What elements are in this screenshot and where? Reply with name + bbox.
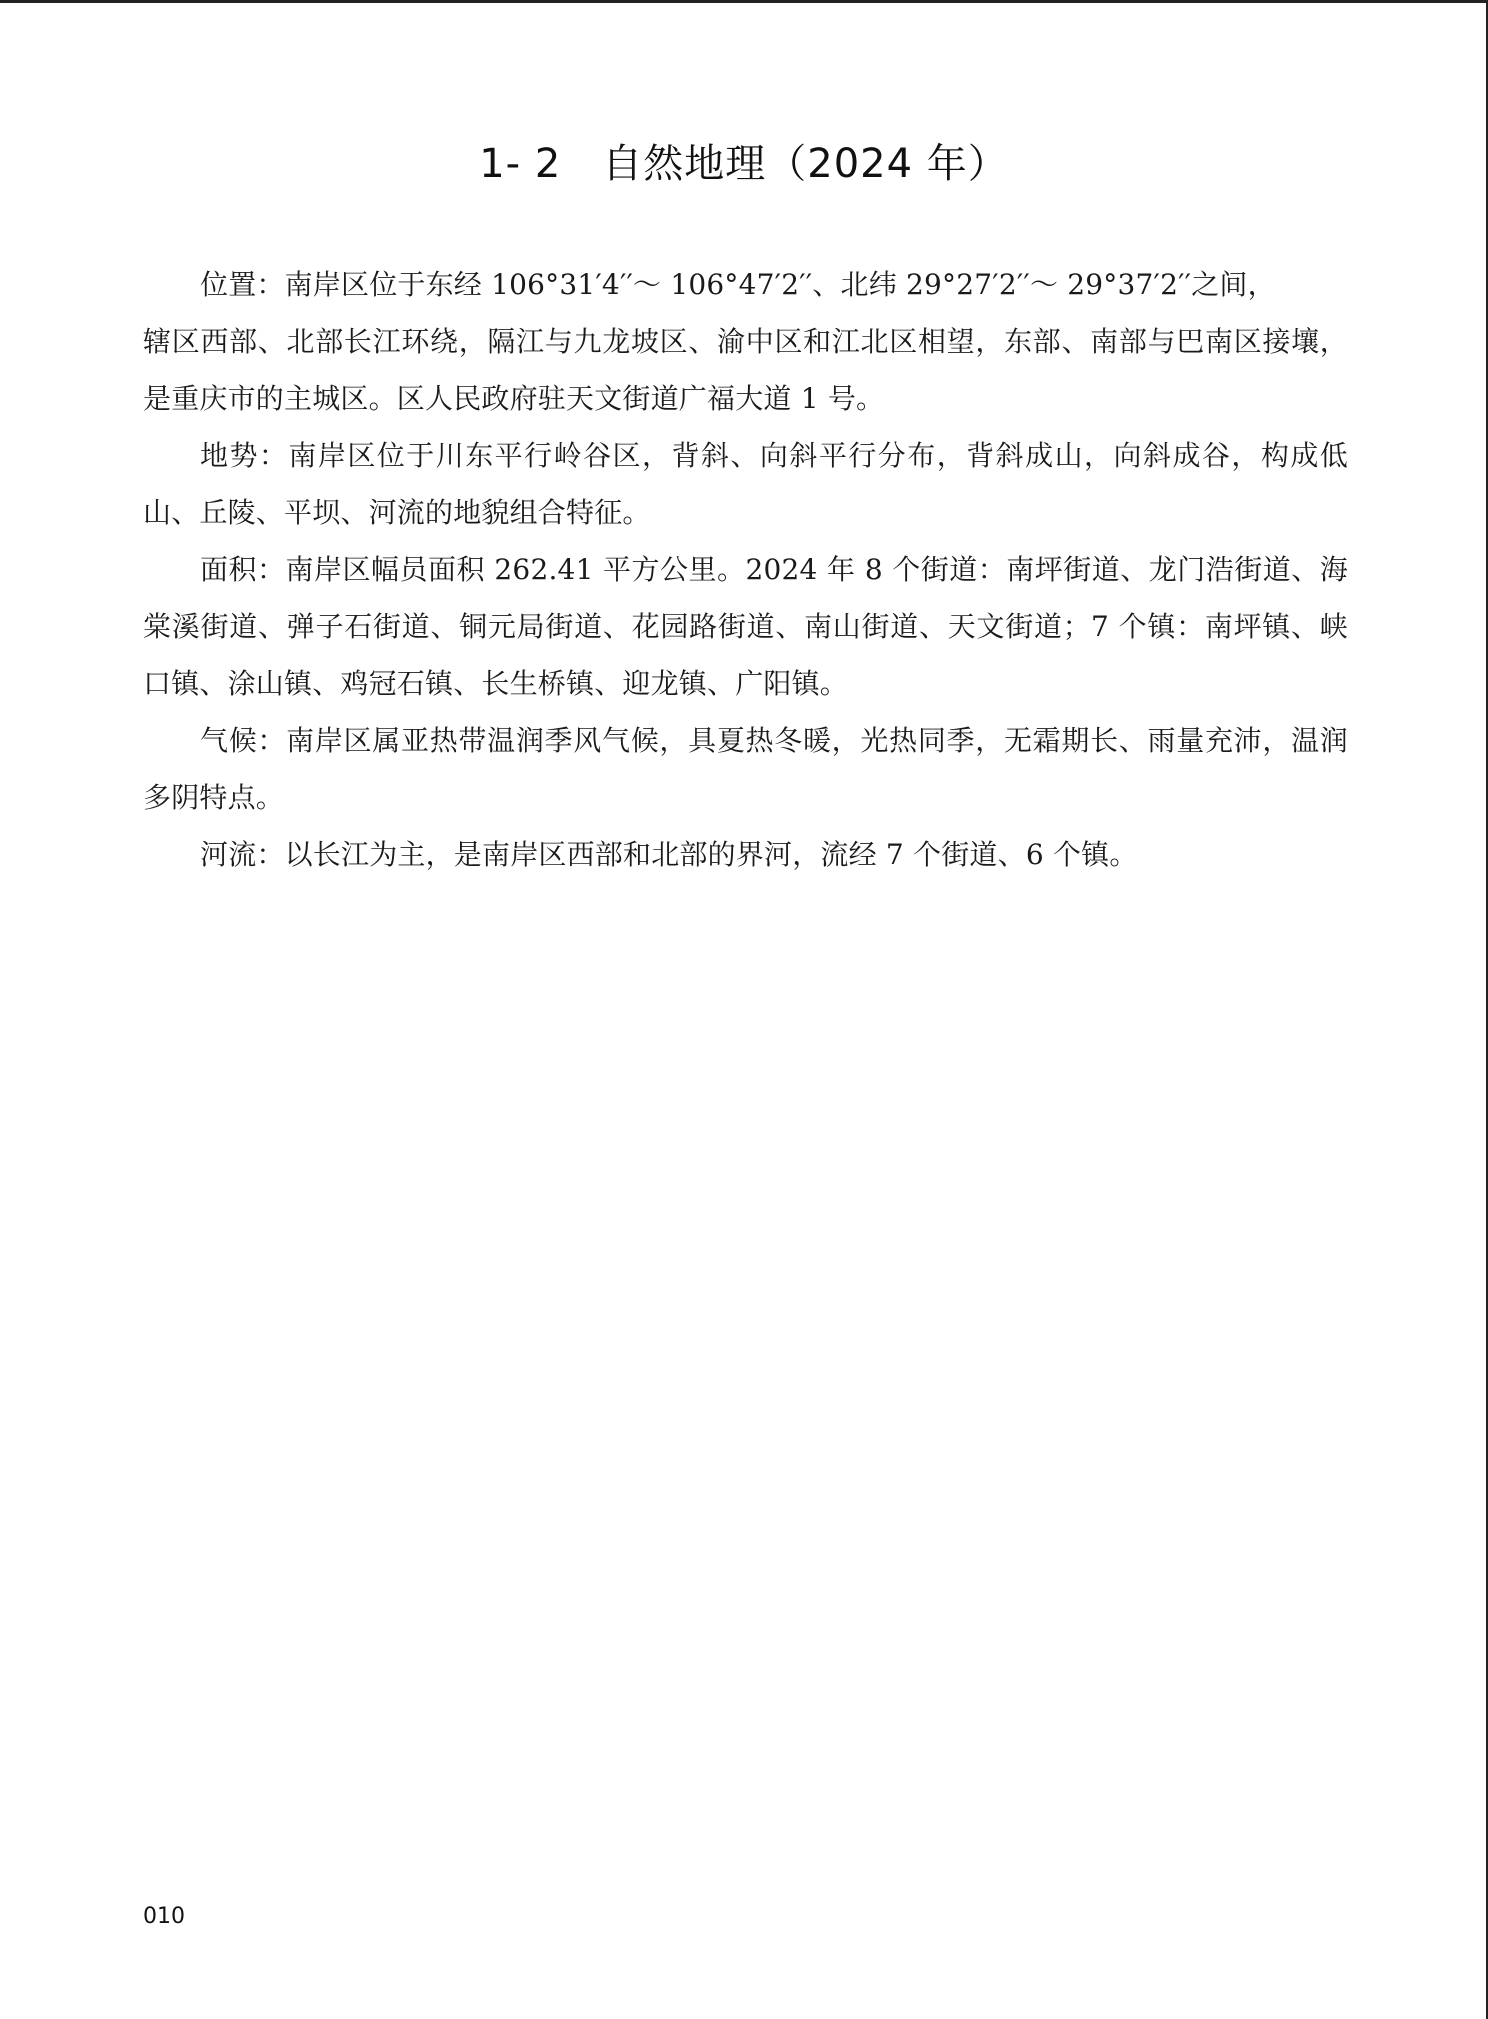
page-title: 1- 2 自然地理（2024 年） [479,141,1009,187]
top-border-line [0,0,1488,3]
paragraph-rivers: 河流：以长江为主，是南岸区西部和北部的界河，流经 7 个街道、6 个镇。 [200,838,1138,871]
paragraph-area: 面积：南岸区幅员面积 262.41 平方公里。2024 年 8 个街道：南坪街道、龙门浩街道、海棠溪街道、弹子石街道、铜元局街道、花园路街道、南山街道、天文街道；7 个镇：南坪镇、峡口镇、涂山镇、鸡冠石镇、长生桥镇、迎龙镇、广阳镇。 [143,553,1348,700]
document-body [143,256,1348,883]
page-number: 010 [143,1904,185,1929]
paragraph-climate: 气候：南岸区属亚热带温润季风气候，具夏热冬暖，光热同季，无霜期长、雨量充沛，温润多阴特点。 [143,724,1348,814]
paragraph-location-continued: 辖区西部、北部长江环绕，隔江与九龙坡区、渝中区和江北区相望，东部、南部与巴南区接壤，是重庆市的主城区。区人民政府驻天文街道广福大道 1 号。 [143,325,1348,415]
paragraph-terrain: 地势：南岸区位于川东平行岭谷区，背斜、向斜平行分布，背斜成山，向斜成谷，构成低山、丘陵、平坝、河流的地貌组合特征。 [143,439,1348,529]
paragraph-location: 位置：南岸区位于东经 106°31′4′′～ 106°47′2′′、北纬 29°27′2′′～ 29°37′2′′之间， [200,268,1276,301]
